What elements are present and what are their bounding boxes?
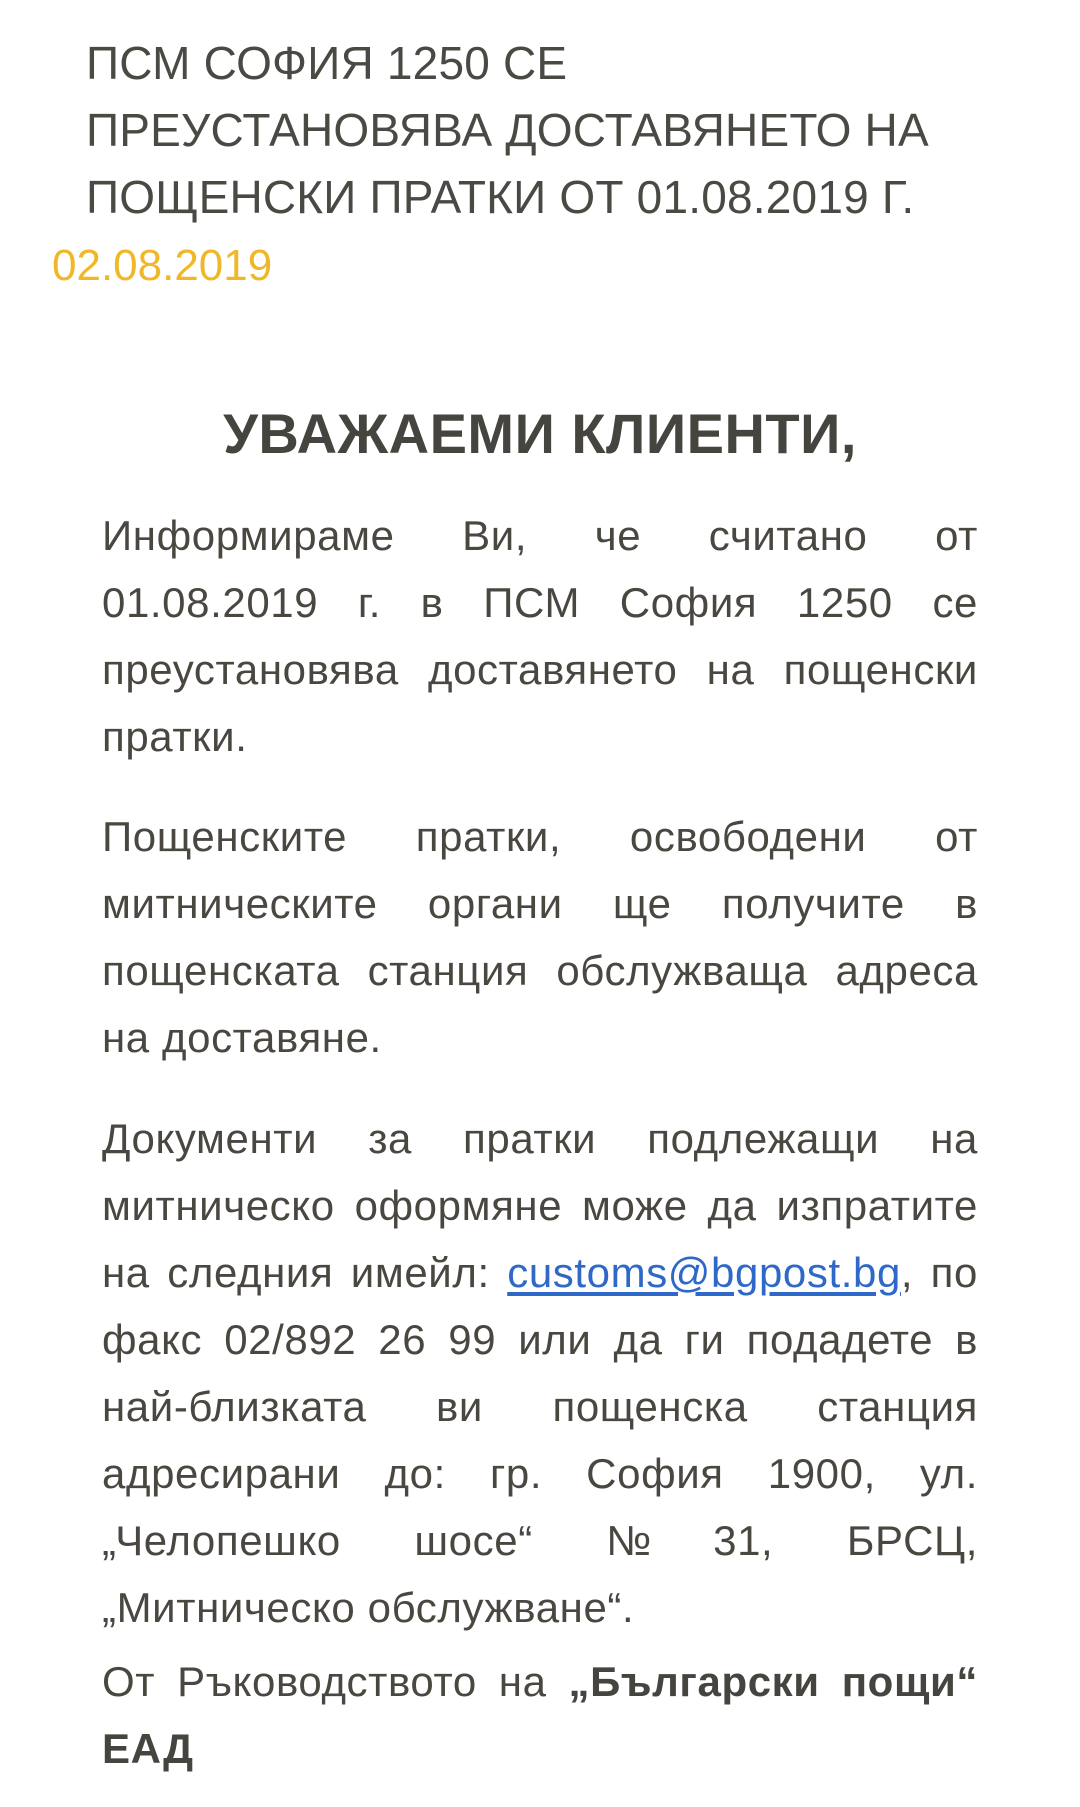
closing-signature [102, 1648, 978, 1782]
article-title: ПСМ СОФИЯ 1250 СЕ ПРЕУСТАНОВЯВА ДОСТАВЯНЕТО НА ПОЩЕНСКИ ПРАТКИ ОТ 01.08.2019 Г. [86, 37, 929, 223]
customs-release-paragraph: Пощенските пратки, освободени от митническите органи ще получите в пощенската станция обслужваща адреса на доставяне. [102, 813, 978, 1061]
service-stop-paragraph: Информираме Ви, че считано от 01.08.2019 г. в ПСМ София 1250 се преустановява доставянето на пощенски пратки. [102, 512, 978, 760]
article-date: 02.08.2019 [52, 241, 273, 290]
greeting-heading: УВАЖАЕМИ КЛИЕНТИ, [223, 402, 857, 465]
documents-address-text: , по факс 02/892 26 99 или да ги подадете в най-близката ви пощенска станция адресирани до: гр. София 1900, ул. „Челопешко шосе“ №31, БРСЦ, „Митническо обслужване“. [102, 1249, 978, 1631]
company-name: „Български пощи“ ЕАД [102, 1658, 978, 1772]
documents-paragraph [102, 1105, 978, 1641]
documents-intro-text: Документи за пратки подлежащи на митническо оформяне може да изпратите на следния имейл: [102, 1115, 978, 1296]
signature-prefix: От Ръководството на [102, 1658, 569, 1705]
customs-email-link[interactable]: customs@bgpost.bg [507, 1249, 901, 1296]
